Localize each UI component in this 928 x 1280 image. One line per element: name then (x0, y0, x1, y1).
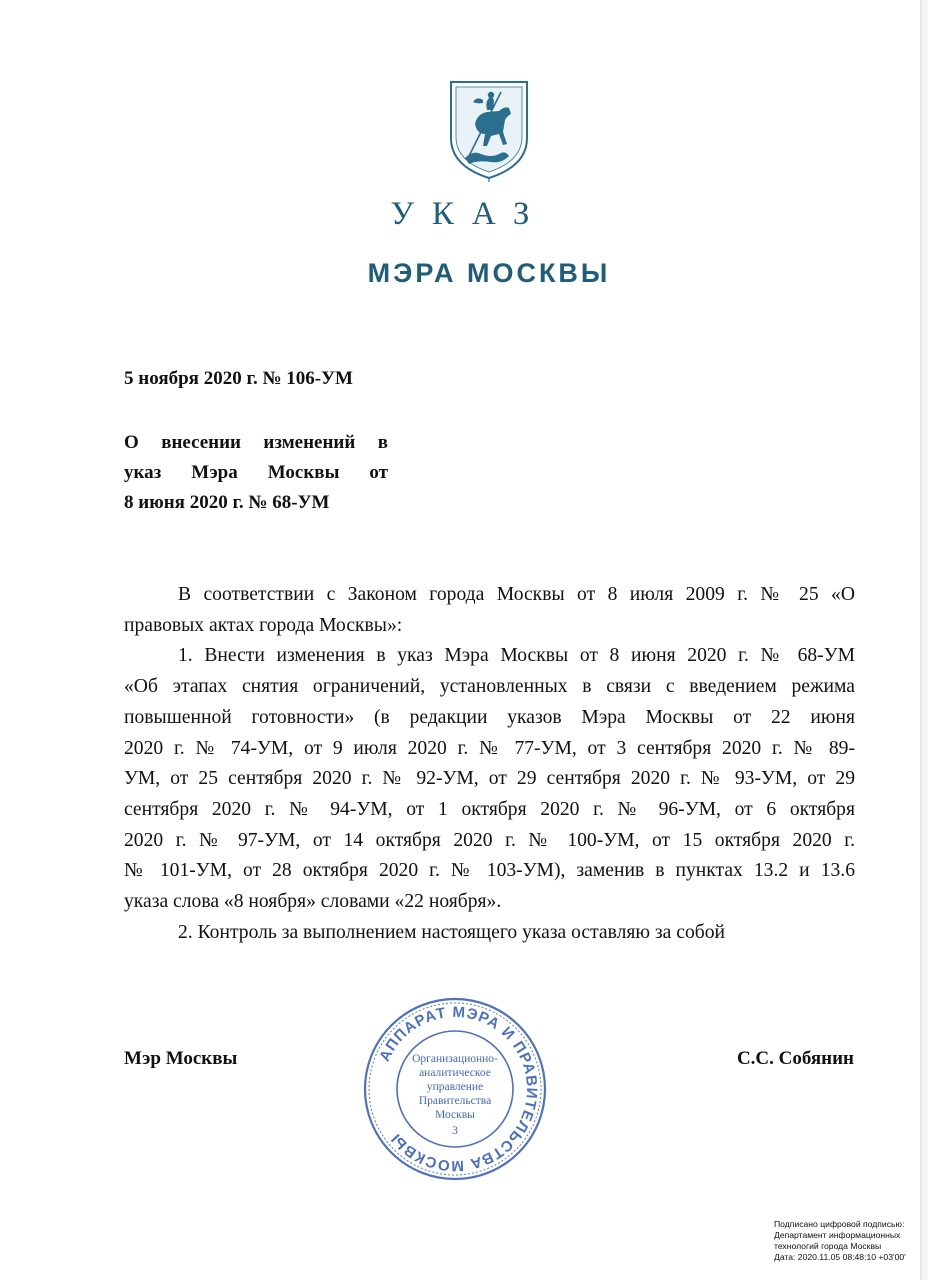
seal-inner-line: управление (426, 1081, 484, 1093)
decree-body (124, 580, 855, 948)
body-line: УМ, от 25 сентября 2020 г. № 92-УМ, от 29 сентября 2020 г. № 93-УМ, от 29 (124, 768, 855, 790)
digital-signature-note (774, 1219, 906, 1263)
body-line: 2. Контроль за выполнением настоящего указа оставляю за собой (178, 921, 725, 943)
body-line: В соответствии с Законом города Москвы от 8 июля 2009 г. № 25 «О (178, 584, 855, 605)
digital-signature-line: Департамент информационных (774, 1230, 901, 1240)
seal-inner-line: аналитическое (419, 1067, 491, 1079)
body-line: повышенной готовности» (в редакции указов Мэра Москвы от 22 июня (124, 706, 855, 728)
moscow-coat-of-arms-icon (447, 78, 531, 182)
issuer-title: МЭРА МОСКВЫ (367, 258, 611, 288)
signer-name: С.С. Собянин (736, 1048, 854, 1069)
body-line: 1. Внести изменения в указ Мэра Москвы от 8 июня 2020 г. № 68-УМ (178, 645, 855, 667)
digital-signature-line: технологий города Москвы (774, 1241, 882, 1251)
official-seal-icon (362, 996, 548, 1182)
body-line: 2020 г. № 74-УМ, от 9 июля 2020 г. № 77-УМ, от 3 сентября 2020 г. № 89- (124, 737, 855, 759)
body-line: № 101-УМ, от 28 октября 2020 г. № 103-УМ), заменив в пунктах 13.2 и 13.6 (124, 860, 855, 882)
seal-inner-line: Москвы (435, 1109, 475, 1121)
digital-signature-line: Дата: 2020.11.05 08:48:10 +03'00' (774, 1252, 906, 1262)
body-line: 2020 г. № 97-УМ, от 14 октября 2020 г. № 100-УМ, от 15 октября 2020 г. (124, 829, 855, 851)
decree-subject (124, 428, 388, 518)
seal-ring-text: АППАРАТ МЭРА И ПРАВИТЕЛЬСТВА МОСКВЫ (376, 1003, 541, 1175)
body-line: сентября 2020 г. № 94-УМ, от 1 октября 2020 г. № 96-УМ, от 6 октября (124, 798, 855, 820)
signer-position: Мэр Москвы (124, 1048, 238, 1069)
body-line: «Об этапах снятия ограничений, установленных в связи с введением режима (124, 676, 855, 698)
subject-line: О внесении изменений в (124, 432, 388, 453)
body-line: правовых актах города Москвы»: (124, 614, 403, 636)
subject-line: указ Мэра Москвы от (124, 462, 388, 483)
document-type-title: УКАЗ (390, 196, 548, 232)
seal-inner-line: Организационно- (412, 1053, 498, 1065)
seal-inner-line: Правительства (418, 1095, 492, 1107)
subject-line: 8 июня 2020 г. № 68-УМ (124, 492, 330, 513)
seal-number: 3 (452, 1125, 458, 1137)
date-and-number: 5 ноября 2020 г. № 106-УМ (124, 368, 353, 389)
digital-signature-line: Подписано цифровой подписью: (774, 1219, 905, 1229)
body-line: указа слова «8 ноября» словами «22 ноября». (124, 891, 502, 913)
